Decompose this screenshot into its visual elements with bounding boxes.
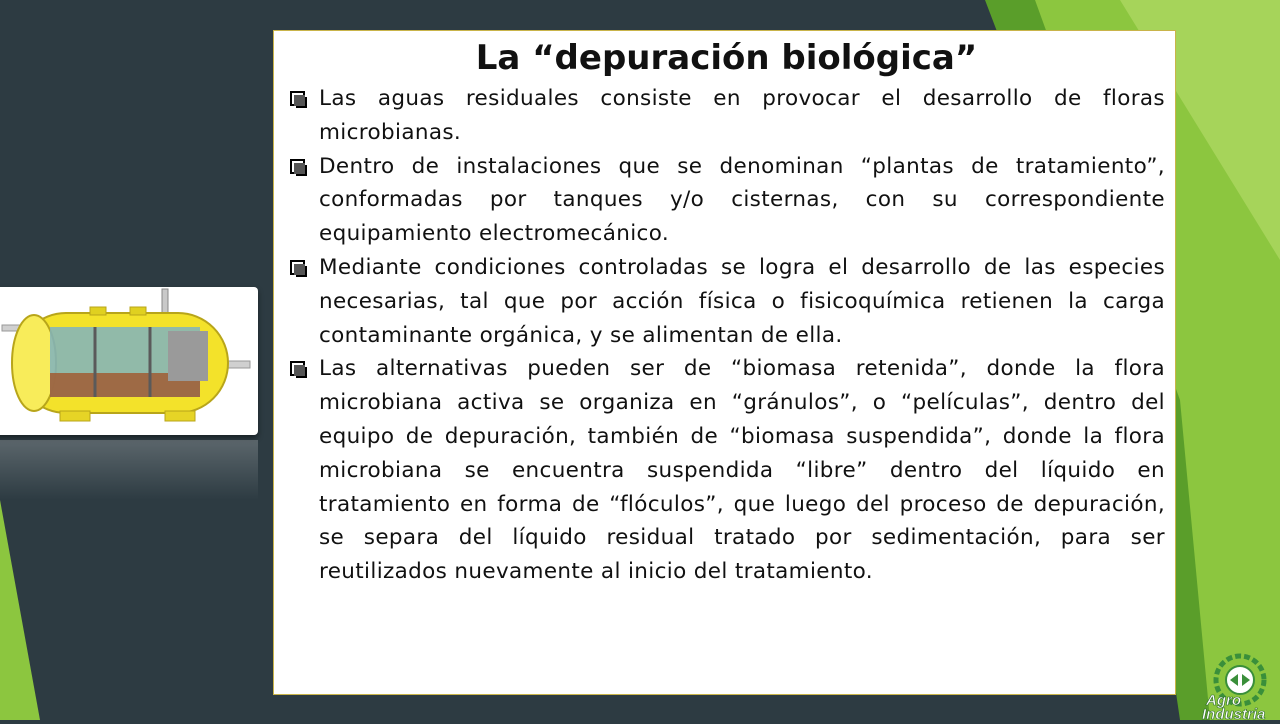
- bullet-text: Dentro de instalaciones que se denominan “plantas de tratamiento”, conformadas por tanques y/o cisternas, con su correspondiente equipamiento electromecánico.: [319, 153, 1165, 247]
- checkbox-bullet-icon: [290, 260, 305, 275]
- bullet-item: [288, 352, 1165, 589]
- checkbox-bullet-icon: [290, 91, 305, 106]
- bullet-text: Las aguas residuales consiste en provocar el desarrollo de floras microbianas.: [319, 86, 1165, 145]
- bullet-item: [288, 82, 1165, 150]
- svg-text:Agro: Agro: [1206, 692, 1241, 709]
- slide-title: La “depuración biológica”: [475, 38, 978, 78]
- bullet-text: Las alternativas pueden ser de “biomasa retenida”, donde la flora microbiana activa se organiza en “gránulos”, o “películas”, dentro del equipo de depuración, también de “biomasa suspendida”, donde la flora microbiana se encuentra suspendida “libre” dentro del líquido en tratamiento en forma de “flóculos”, que luego del proceso de depuración, se separa del líquido residual tratado por sedimentación, para ser reutilizados nuevamente al inicio del tratamiento.: [319, 356, 1165, 585]
- image-reflection: [0, 440, 258, 500]
- agroindustria-logo: [1198, 650, 1280, 720]
- checkbox-bullet-icon: [290, 361, 305, 376]
- checkbox-bullet-icon: [290, 159, 305, 174]
- bullet-item: [288, 150, 1165, 251]
- content-box: [273, 30, 1176, 695]
- bullet-item: [288, 251, 1165, 352]
- svg-text:Industria: Industria: [1202, 706, 1266, 720]
- bullet-list: [288, 82, 1165, 589]
- bullet-text: Mediante condiciones controladas se logra el desarrollo de las especies necesarias, tal que por acción física o fisicoquímica retienen la carga contaminante orgánica, y se alimentan de ella.: [319, 255, 1165, 348]
- septic-tank-image: [0, 287, 258, 435]
